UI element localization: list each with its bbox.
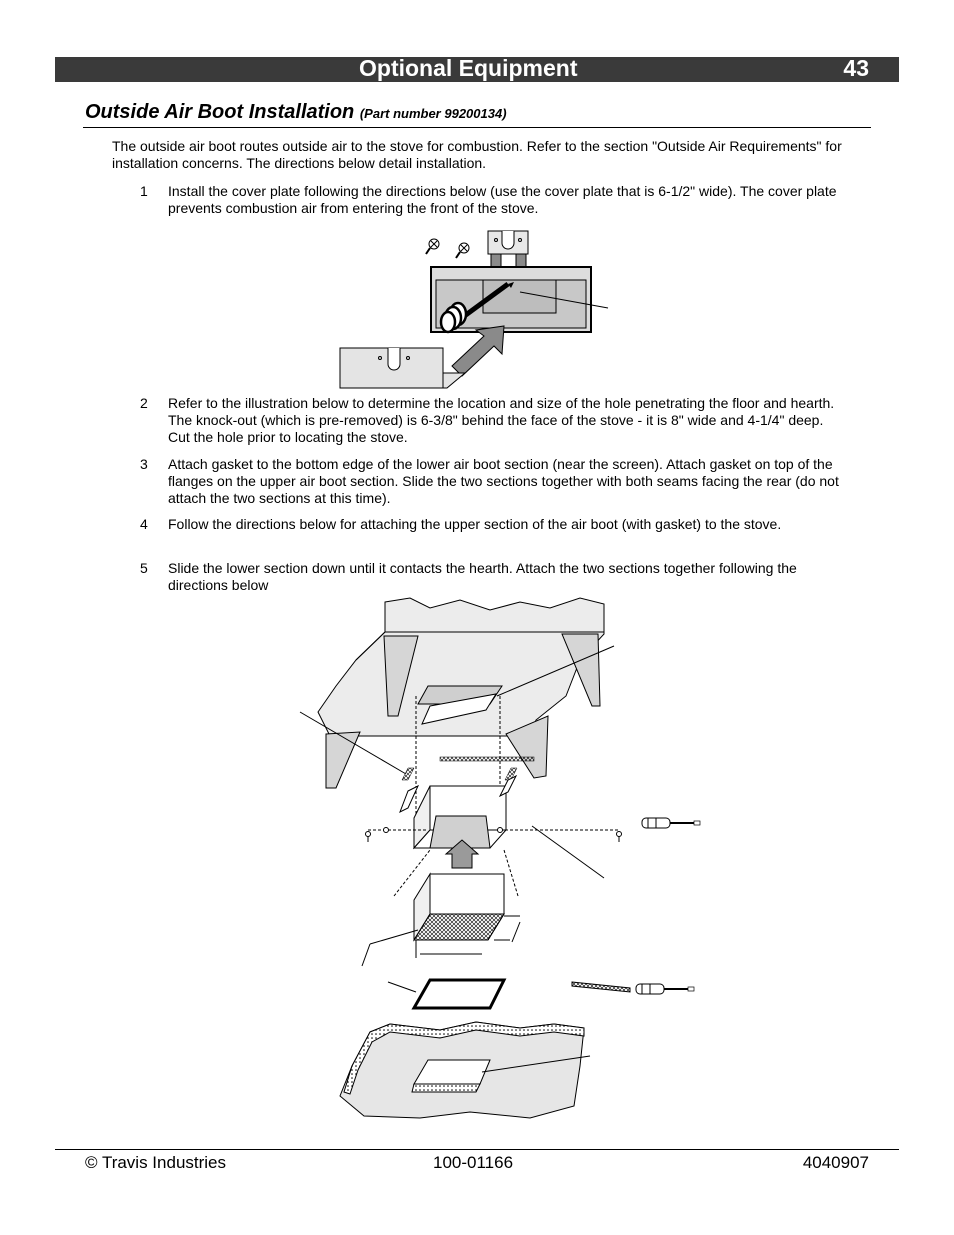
screw-icon bbox=[426, 239, 439, 254]
step-number: 4 bbox=[140, 516, 148, 532]
step-number: 1 bbox=[140, 183, 148, 199]
air-boot-exploded-illustration bbox=[290, 596, 720, 1122]
step-text: Follow the directions below for attaching the upper section of the air boot (with gasket) to the stove. bbox=[168, 516, 782, 532]
section-title: Outside Air Boot Installation bbox=[85, 101, 355, 123]
hearth-floor-section bbox=[340, 1022, 590, 1118]
page-title: Optional Equipment bbox=[359, 55, 578, 81]
footer-divider bbox=[55, 1149, 899, 1150]
lower-air-boot-section bbox=[362, 850, 520, 966]
page-header-bar bbox=[55, 57, 899, 82]
part-number: (Part number 99200134) bbox=[359, 106, 507, 121]
cover-plate-small bbox=[488, 231, 528, 254]
screw-icon bbox=[617, 832, 622, 843]
cover-plate bbox=[340, 348, 465, 388]
screw-icon bbox=[384, 828, 389, 833]
step-text: Slide the lower section down until it contacts the hearth. Attach the two sections together following the directions below bbox=[168, 560, 797, 593]
page-number: 43 bbox=[843, 55, 869, 81]
step-number: 2 bbox=[140, 395, 148, 411]
screw-icon bbox=[366, 832, 371, 843]
screw-icon bbox=[456, 243, 469, 258]
hearth-gasket bbox=[388, 980, 504, 1008]
screwdriver-icon bbox=[636, 984, 694, 994]
footer-doc-number: 100-01166 bbox=[433, 1153, 514, 1172]
step-text: Refer to the illustration below to determine the location and size of the hole penetrating the floor and hearth. The knock-out (which is pre-removed) is 6-3/8" behind the face of the stove - it is 8" wide and 4-1/4" deep. Cut the hole prior to locating the stove. bbox=[168, 395, 835, 445]
footer-copyright: © Travis Industries bbox=[85, 1153, 227, 1172]
insert-arrow-icon bbox=[452, 326, 504, 376]
screw-icon bbox=[498, 828, 503, 833]
step-number: 3 bbox=[140, 456, 148, 472]
step-number: 5 bbox=[140, 560, 148, 576]
drill-bit-icon bbox=[572, 982, 630, 992]
section-heading bbox=[85, 101, 507, 124]
cover-plate-illustration bbox=[330, 226, 620, 394]
footer-code: 4040907 bbox=[802, 1153, 869, 1172]
step-text: Install the cover plate following the directions below (use the cover plate that is 6-1/2" wide). The cover plate prevents combustion air from entering the front of the stove. bbox=[168, 183, 837, 216]
screwdriver-icon bbox=[642, 818, 700, 828]
section-divider bbox=[83, 127, 871, 128]
intro-paragraph: The outside air boot routes outside air to the stove for combustion. Refer to the section "Outside Air Requirements" for installation concerns. The directions below detail installation. bbox=[112, 138, 842, 171]
step-text: Attach gasket to the bottom edge of the lower air boot section (near the screen). Attach gasket on top of the flanges on the upper air boot section. Slide the two sections together with both seams facing the rear (do not attach the two sections at this time). bbox=[168, 456, 839, 506]
